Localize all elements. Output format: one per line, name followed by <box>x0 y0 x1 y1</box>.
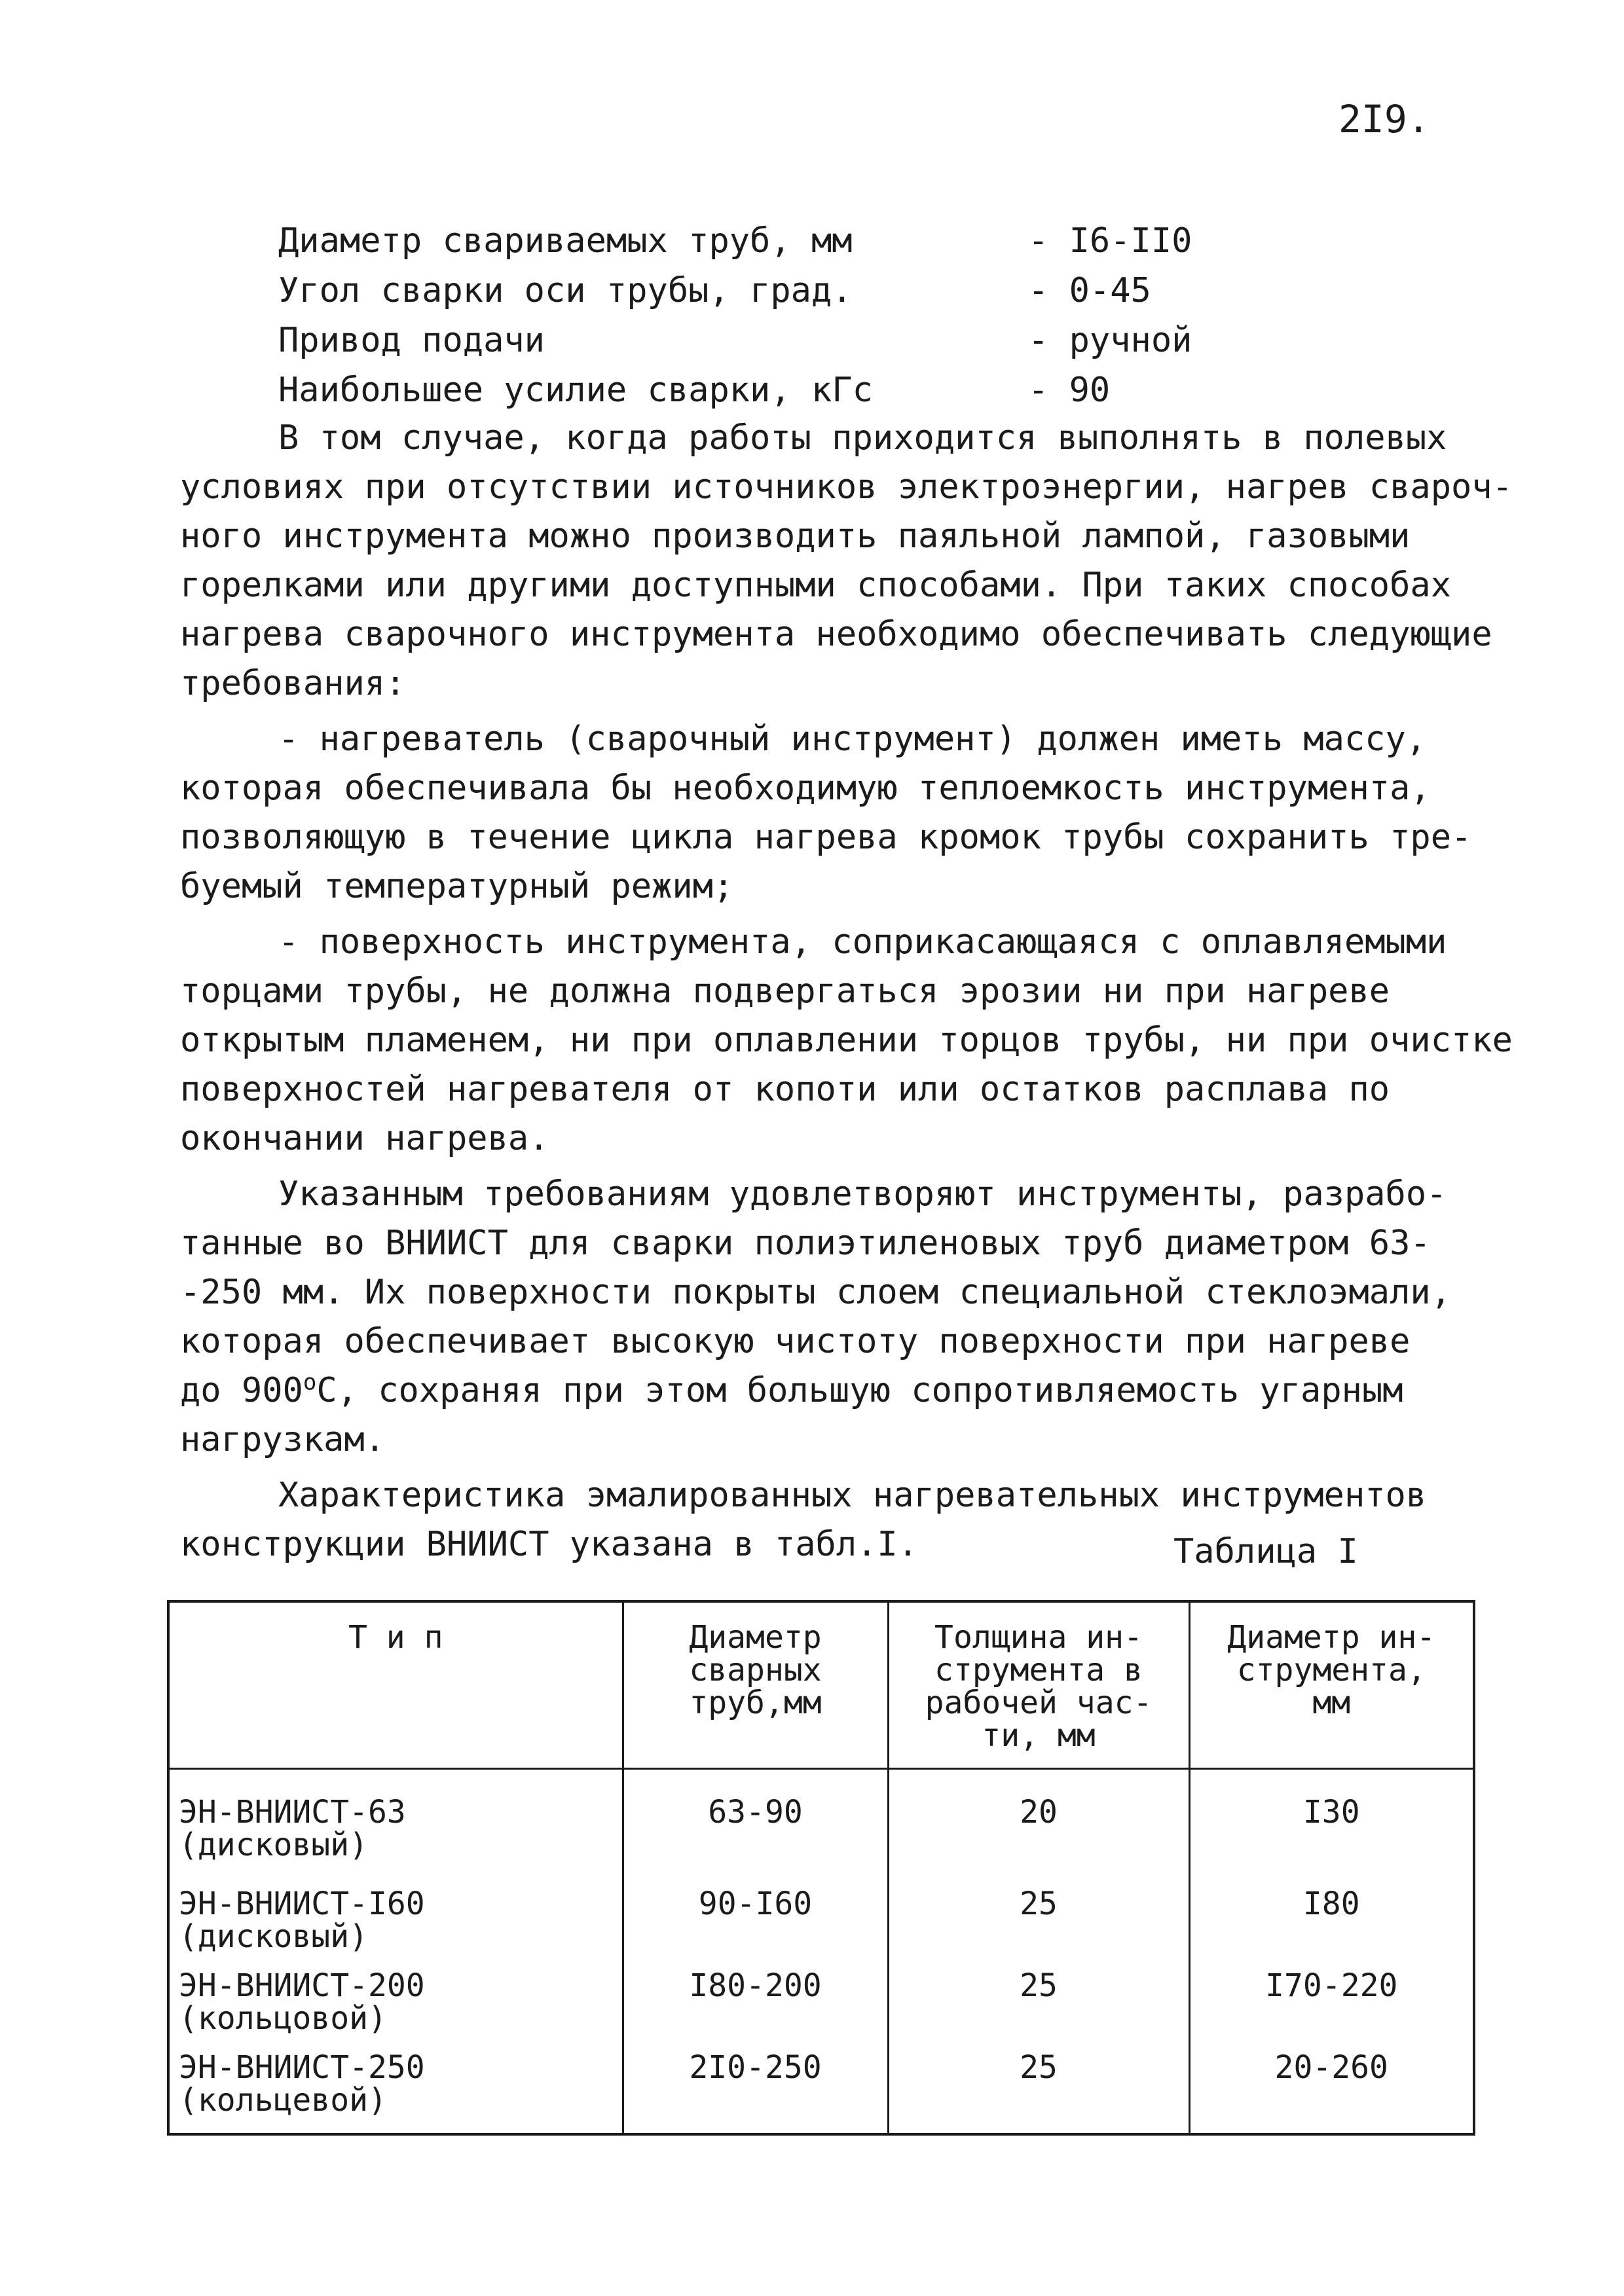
paragraph-text: С, сохраняя при этом большую сопротивляемость угарным нагрузкам. <box>180 1371 1403 1459</box>
spec-label: Угол сварки оси трубы, град. <box>278 271 853 310</box>
cell-thickness: 25 <box>888 1969 1189 2051</box>
spec-row-welding-angle <box>278 266 1274 316</box>
spec-row-max-force <box>278 365 1274 415</box>
spec-label: Привод подачи <box>278 321 545 360</box>
specifications-list <box>278 216 1274 415</box>
cell-tool-diameter: I70-220 <box>1265 1967 1398 2004</box>
header-pipe-diameter: Диаметр сварных труб,мм <box>623 1601 888 1769</box>
tools-table <box>167 1600 1475 2136</box>
spec-label: Диаметр свариваемых труб, мм <box>278 221 853 261</box>
header-tool-thickness: Толщина ин- струмента в рабочей час- ти, мм <box>888 1601 1189 1769</box>
paragraph-table-reference: Характеристика эмалированных нагревательных инструментов конструкции ВНИИСТ указана в табл.I. <box>180 1476 1427 1564</box>
header-tool-diameter: Диаметр ин- струмента, мм <box>1189 1601 1474 1769</box>
cell-type: ЭН-ВНИИСТ-250 (кольцевой) <box>168 2051 623 2134</box>
cell-type: ЭН-ВНИИСТ-63 (дисковый) <box>168 1769 623 1888</box>
page-number: 2I9. <box>1338 97 1430 141</box>
cell-thickness: 25 <box>888 2051 1189 2134</box>
cell-pipe-diameter: 90-I60 <box>623 1887 888 1969</box>
spec-value: - I6-II0 <box>1028 221 1192 261</box>
paragraph-requirement-erosion: - поверхность инструмента, соприкасающаяся с оплавляемыми торцами трубы, не должна подвергаться эрозии ни при нагреве открытым пламенем, ни при оплавлении торцов трубы, ни при очистке поверхностей нагревателя от копоти или остатков расплава по окончании нагрева. <box>180 922 1513 1158</box>
cell-type: ЭН-ВНИИСТ-I60 (дисковый) <box>168 1887 623 1969</box>
cell-tool-diameter: 20-260 <box>1274 2049 1388 2086</box>
cell-type: ЭН-ВНИИСТ-200 (кольцовой) <box>168 1969 623 2051</box>
paragraph-vniist-tools <box>180 1170 1522 1465</box>
spec-value: - 0-45 <box>1028 271 1151 310</box>
cell-thickness: 20 <box>888 1769 1189 1888</box>
cell-pipe-diameter: 63-90 <box>623 1769 888 1888</box>
table-header-row <box>168 1601 1474 1769</box>
cell-pipe-diameter: 2I0-250 <box>623 2051 888 2134</box>
cell-thickness: 25 <box>888 1887 1189 1969</box>
paragraph-field-conditions: В том случае, когда работы приходится выполнять в полевых условиях при отсутствии источников электроэнергии, нагрев свароч- ного инструмента можно производить паяльной лампой, газовыми горелками или другими доступными способами. При таких способах нагрева сварочного инструмента необходимо обеспечивать следующие требования: <box>180 418 1513 703</box>
spec-row-feed-drive <box>278 316 1274 365</box>
paragraph-text: Указанным требованиям удовлетворяют инструменты, разрабо- танные во ВНИИСТ для сварки полиэтиленовых труб диаметром 63- -250 мм. Их поверхности покрыты слоем специальной стеклоэмали, которая обеспечивает высокую чистоту поверхности при нагреве до 900 <box>180 1175 1452 1410</box>
paragraph-requirement-heat-capacity: - нагреватель (сварочный инструмент) должен иметь массу, которая обеспечивала бы необходимую теплоемкость инструмента, позволяющую в течение цикла нагрева кромок трубы сохранить тре- буемый температурный режим; <box>180 720 1472 906</box>
spec-value: - 90 <box>1028 371 1111 410</box>
cell-pipe-diameter: I80-200 <box>623 1969 888 2051</box>
header-type: Т и п <box>168 1601 623 1769</box>
cell-tool-diameter: I30 <box>1302 1794 1360 1831</box>
table-row <box>168 1887 1474 1969</box>
table-row <box>168 1969 1474 2051</box>
spec-row-pipe-diameter <box>278 216 1274 266</box>
spec-label: Наибольшее усилие сварки, кГс <box>278 371 873 410</box>
cell-tool-diameter: I80 <box>1302 1886 1360 1922</box>
spec-value: - ручной <box>1028 321 1192 360</box>
body-text <box>180 414 1522 1569</box>
table-caption: Таблица I <box>1173 1532 1358 1571</box>
table-row <box>168 1769 1474 1888</box>
table-row <box>168 2051 1474 2134</box>
degree-superscript: о <box>303 1369 317 1396</box>
